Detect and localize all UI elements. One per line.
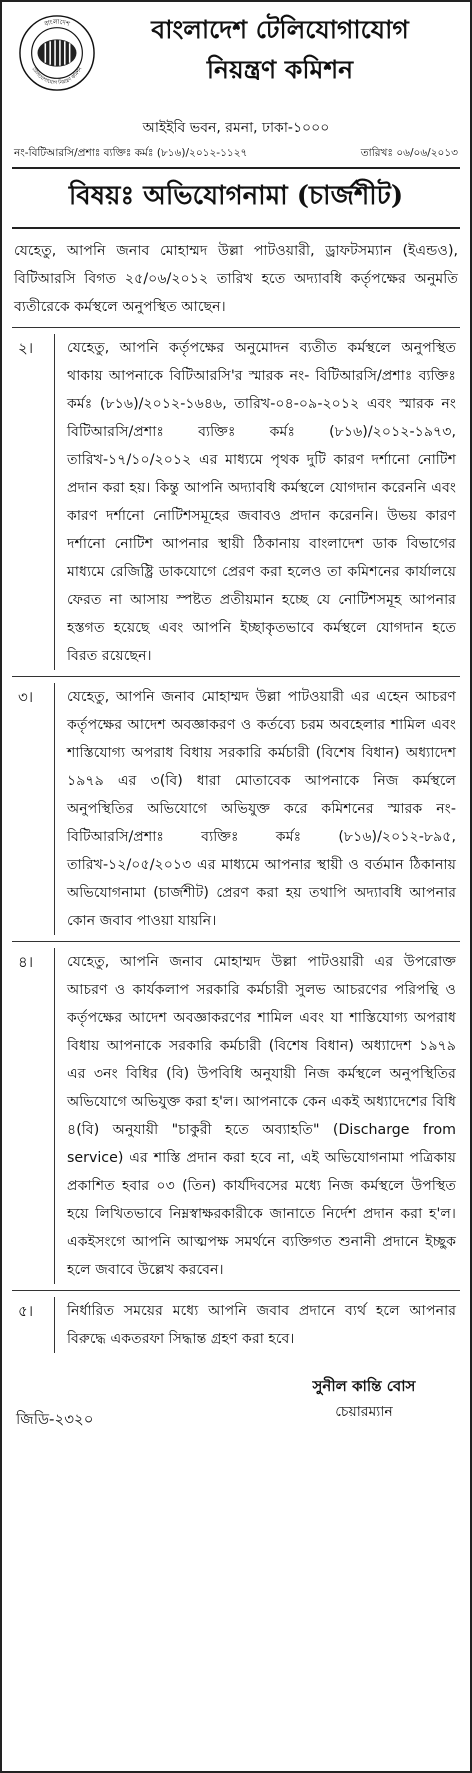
clause-3 <box>12 676 460 935</box>
org-name-line2: নিয়ন্ত্রণ কমিশন <box>206 55 354 84</box>
clause-2 <box>12 327 460 670</box>
organization-name <box>108 10 452 90</box>
signatory <box>274 1373 454 1425</box>
clause-text: যেহেতু, আপনি জনাব মোহাম্মদ উল্লা পাটওয়ারী এর এহেন আচরণ কর্তৃপক্ষের আদেশ অবজ্ঞাকরণ ও কর্তব্যে চরম অবহেলার শামিল এবং শাস্তিযোগ্য অপরাধ বিধায় সরকারি কর্মচারী (বিশেষ বিধান) অধ্যাদেশ ১৯৭৯ এর ৩(বি) ধারা মোতাবেক আপনাকে নিজ কর্মস্থলে অনুপস্থিতির অভিযোগে অভিযুক্ত করে কমিশনের স্মারক নং- বিটিআরসি/প্রশাঃ ব্যক্তিঃ কর্মঃ (৮১৬)/২০১২-৮৯৫, তারিখ-১২/০৫/২০১৩ এর মাধ্যমে আপনার স্থায়ী ও বর্তমান ঠিকানায় অভিযোগনামা (চার্জশীট) প্রেরণ করা হয় তথাপি অদ্যাবধি আপনার কোন জবাব পাওয়া যায়নি। <box>54 683 460 935</box>
signature-block <box>12 1369 460 1439</box>
intro-paragraph: যেহেতু, আপনি জনাব মোহাম্মদ উল্লা পাটওয়ারী, ড্রাফটসম্যান (ইএন্ডও), বিটিআরসি বিগত ২৫/০৬/২০১২ তারিখ হতে অদ্যাবধি কর্তৃপক্ষের অনুমতি ব্যতীরেকে কর্মস্থলে অনুপস্থিত আছেন। <box>14 243 458 315</box>
clause-number: ৩। <box>18 688 34 706</box>
letterhead <box>12 10 460 114</box>
clause-text: যেহেতু, আপনি জনাব মোহাম্মদ উল্লা পাটওয়ারী এর উপরোক্ত আচরণ ও কার্যকলাপ সরকারি কর্মচারী সুলভ আচরণের পরিপন্থি ও কর্তৃপক্ষের আদেশ অবজ্ঞাকরণের শামিল এবং যা শাস্তিযোগ্য অপরাধ বিধায় আপনাকে সরকারি কর্মচারী (বিশেষ বিধান) অধ্যাদেশ ১৯৭৯ এর ৩নং বিধির (বি) উপবিধি অনুযায়ী নিজ কর্মস্থলে অনুপস্থিতির অভিযোগে অভিযুক্ত করা হ'ল। আপনাকে কেন একই অধ্যাদেশের বিধি ৪(বি) অনুযায়ী "চাকুরী হতে অব্যাহতি" (Discharge from service) এর শাস্তি প্রদান করা হবে না, এই অভিযোগনামা পত্রিকায় প্রকাশিত হবার ০৩ (তিন) কার্যদিবসের মধ্যে নিজ কর্মস্থলে উপস্থিত হয়ে লিখিতভাবে নিম্নস্বাক্ষরকারীকে জানাতে নির্দেশ প্রদান করা হ'ল। একইসংগে আপনি আত্মপক্ষ সমর্থনে ব্যক্তিগত শুনানী প্রদানে ইচ্ছুক হলে জবাবে উল্লেখ করবেন। <box>54 948 460 1284</box>
memo-number: নং-বিটিআরসি/প্রশাঃ ব্যক্তিঃ কর্মঃ (৮১৬)/২০১২-১১২৭ <box>14 147 248 159</box>
clause-4 <box>12 941 460 1284</box>
clause-text: যেহেতু, আপনি কর্তৃপক্ষের অনুমোদন ব্যতীত কর্মস্থলে অনুপস্থিত থাকায় আপনাকে বিটিআরসি'র স্মারক নং- বিটিআরসি/প্রশাঃ ব্যক্তিঃ কর্মঃ (৮১৬)/২০১২-১৬৪৬, তারিখ-০৪-০৯-২০১২ এবং স্মারক নং বিটিআরসি/প্রশাঃ ব্যক্তিঃ কর্মঃ (৮১৬)/২০১২-১৯৭৩, তারিখ-১৭/১০/২০১২ এর মাধ্যমে পৃথক দুটি কারণ দর্শানো নোটিশ প্রদান করা হয়। কিন্তু আপনি অদ্যাবধি কর্মস্থলে যোগদান করেননি এবং কারণ দর্শানো নোটিশসমূহের জবাবও প্রদান করেননি। উভয় কারণ দর্শানো নোটিশ আপনার স্থায়ী ঠিকানায় বাংলাদেশ ডাক বিভাগের মাধ্যমে রেজিষ্ট্রি ডাকযোগে প্রেরণ করা হলেও তা কমিশনের কার্যালয়ে ফেরত না আসায় স্পষ্টত প্রতীয়মান হচ্ছে যে নোটিশসমূহ আপনার হস্তগত হয়েছে এবং আপনি ইচ্ছাকৃতভাবে কর্মস্থলে যোগদান হতে বিরত রয়েছেন। <box>54 334 460 670</box>
clause-number: ৪। <box>18 953 34 971</box>
subject-heading: বিষয়ঃ অভিযোগনামা (চার্জশীট) <box>12 167 460 229</box>
clause-5 <box>12 1290 460 1353</box>
clause-number: ৫। <box>18 1302 34 1320</box>
btrc-logo <box>18 14 96 92</box>
signer-name: সুনীল কান্তি বোস <box>312 1377 416 1395</box>
svg-text:টেলিযোগাযোগ নিয়ন্ত্রণ কমিশন: টেলিযোগাযোগ নিয়ন্ত্রণ কমিশন <box>30 66 84 87</box>
address: আইইবি ভবন, রমনা, ঢাকা-১০০০ <box>142 120 330 136</box>
gd-code: জিডি-২৩২০ <box>16 1410 94 1428</box>
memo-date: তারিখঃ ০৬/০৬/২০১৩ <box>360 147 458 159</box>
clause-number: ২। <box>18 339 34 357</box>
reference-line <box>12 146 460 163</box>
signer-title: চেয়ারম্যান <box>335 1404 393 1420</box>
org-name-line1: বাংলাদেশ টেলিযোগাযোগ <box>151 15 409 44</box>
svg-text:বাংলাদেশ: বাংলাদেশ <box>43 18 71 29</box>
clause-text: নির্ধারিত সময়ের মধ্যে আপনি জবাব প্রদানে ব্যর্থ হলে আপনার বিরুদ্ধে একতরফা সিদ্ধান্ত গ্রহণ করা হবে। <box>54 1297 460 1353</box>
